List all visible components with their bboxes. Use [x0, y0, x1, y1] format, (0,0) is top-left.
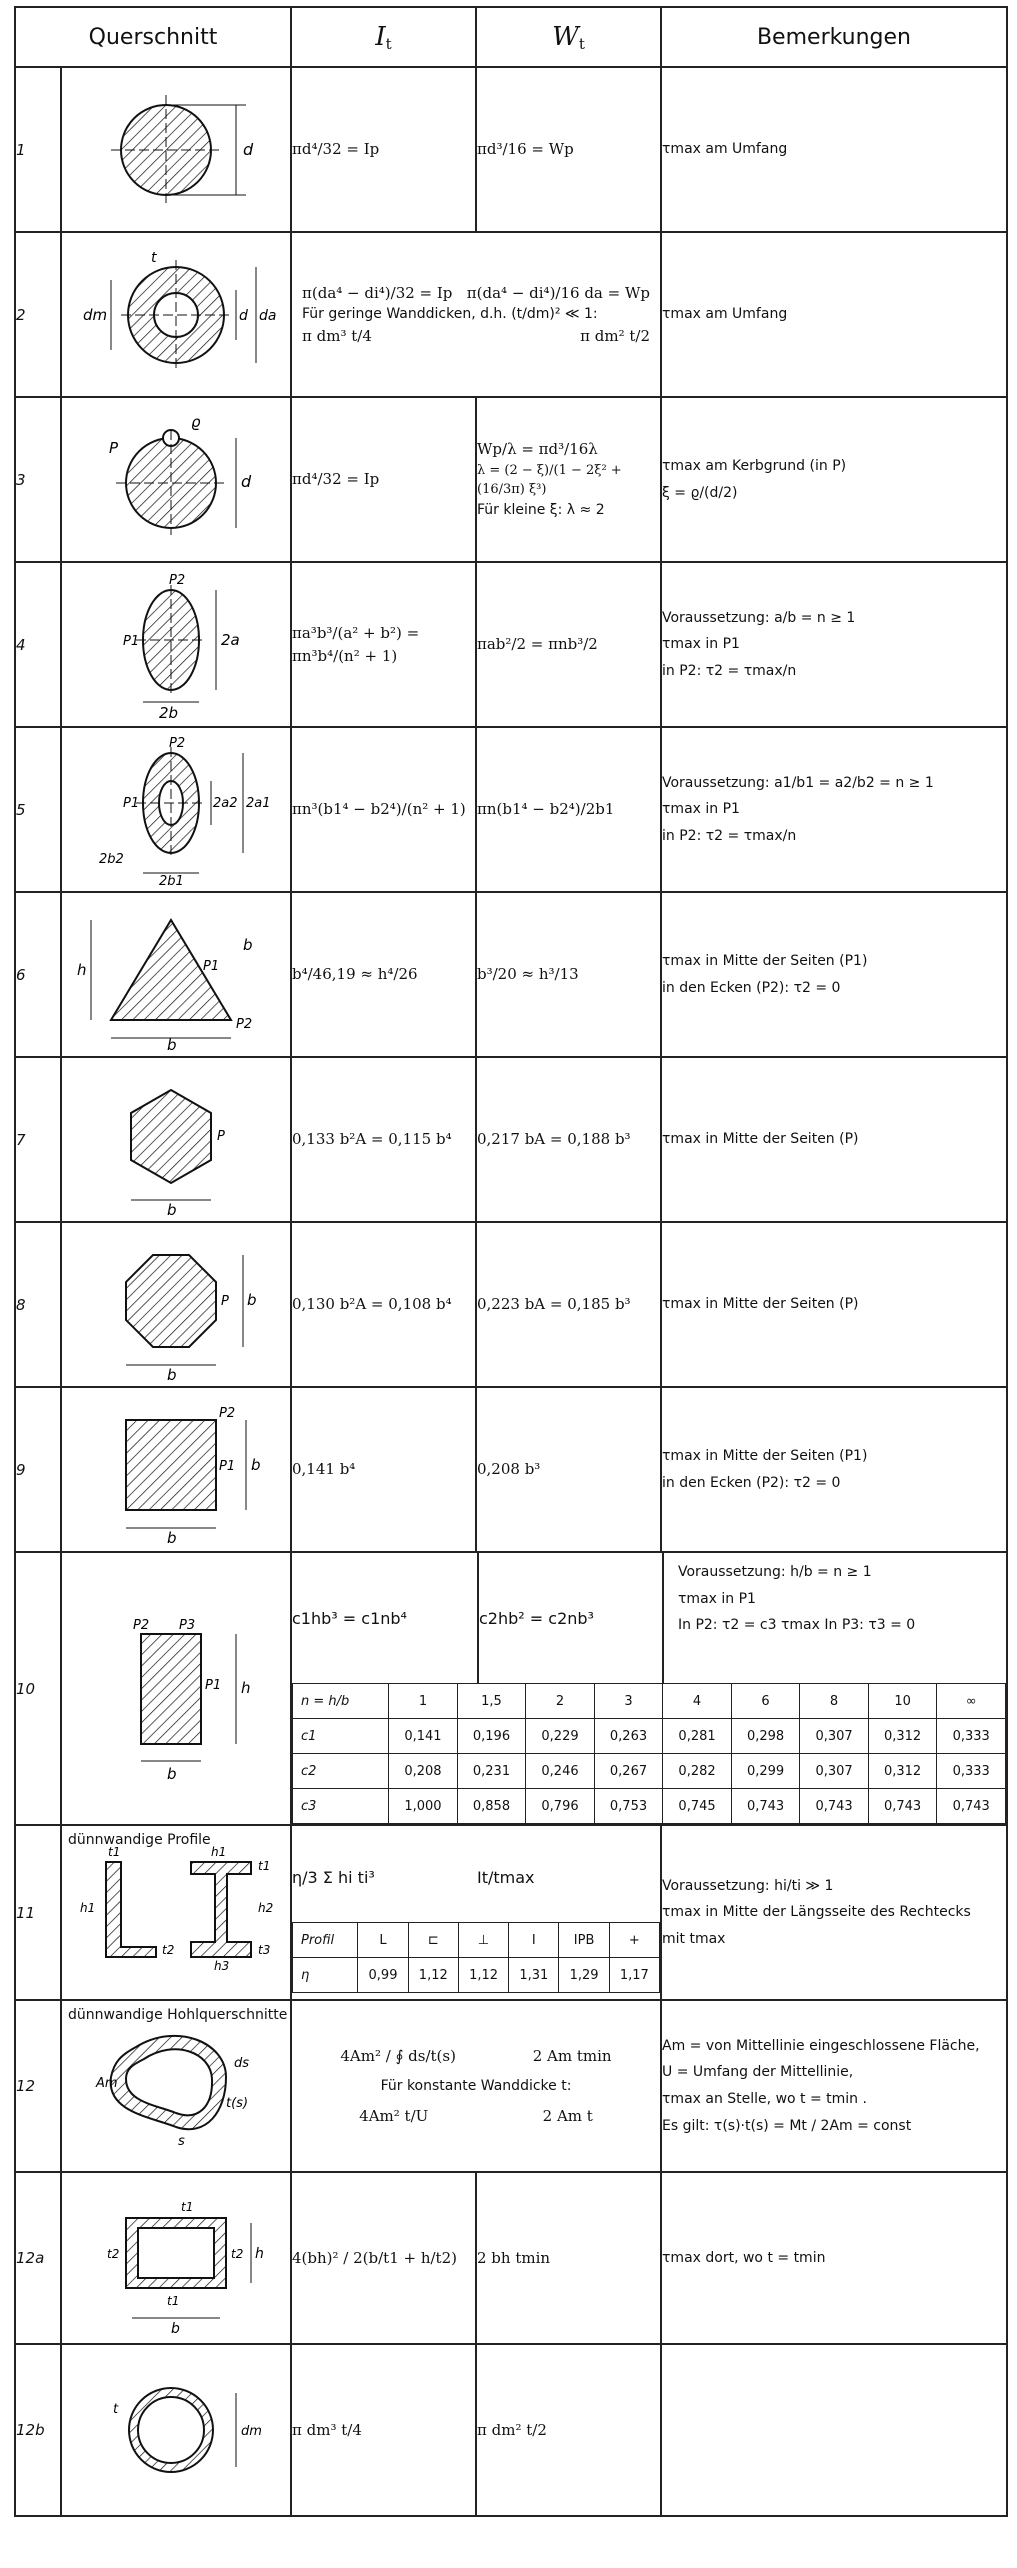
remark-line: in P2: τ2 = τmax/n — [662, 662, 797, 679]
dim-t: t — [113, 2402, 119, 2417]
formula-wt: πd³/16 = Wp — [476, 67, 661, 232]
remark-line: Voraussetzung: h/b = n ≥ 1 — [678, 1564, 872, 1580]
formula-lambda: λ = (2 − ξ)/(1 − 2ξ² + (16/3π) ξ³) — [477, 462, 622, 498]
remark — [661, 397, 1007, 562]
label-P2: P2 — [219, 1405, 236, 1421]
coef-c2-cell: 0,282 — [663, 1754, 732, 1789]
eta-table — [292, 1922, 660, 1993]
formula-wt: 0,217 bA = 0,188 b³ — [476, 1057, 661, 1222]
remark — [661, 1387, 1007, 1552]
dim-2a1: 2a1 — [246, 795, 271, 811]
figure-hollow-rect — [61, 2172, 291, 2344]
header-wt: $W_t$ — [476, 7, 661, 67]
profil-cell: I — [509, 1923, 559, 1958]
formula-it: 0,133 b²A = 0,115 b⁴ — [291, 1057, 476, 1222]
figure-octagon — [61, 1222, 291, 1387]
coef-c1-cell: 0,229 — [526, 1719, 595, 1754]
coef-c1-cell: 0,141 — [389, 1719, 458, 1754]
profil-cell: IPB — [559, 1923, 609, 1958]
dim-2a2: 2a2 — [213, 795, 238, 811]
formula-lambda-small: Für kleine ξ: λ ≈ 2 — [477, 501, 605, 518]
dim-2a: 2a — [221, 630, 240, 649]
thin-wall-note: Für geringe Wanddicken, d.h. (t/dm)² ≪ 1: — [302, 306, 598, 322]
label-ts: t(s) — [226, 2096, 249, 2111]
row-number: 12 — [15, 2000, 61, 2172]
dim-b: b — [167, 1528, 177, 1545]
coef-c2-cell: 0,246 — [526, 1754, 595, 1789]
figure-notched-circle — [61, 397, 291, 562]
row-4 — [15, 562, 1007, 727]
row-3 — [15, 397, 1007, 562]
header-section: Querschnitt — [15, 7, 291, 67]
profil-cell: ⊥ — [458, 1923, 508, 1958]
coef-header-cell: 8 — [800, 1684, 869, 1719]
formula-it: η/3 Σ hi ti³ — [292, 1867, 375, 1887]
coef-c2-label: c2 — [293, 1754, 389, 1789]
formula-block — [291, 2000, 661, 2172]
coef-c1-cell: 0,263 — [594, 1719, 663, 1754]
dim-b: b — [167, 1764, 177, 1783]
coef-c2-cell: 0,267 — [594, 1754, 663, 1789]
dim-t1-b: t1 — [167, 2294, 180, 2308]
remark — [661, 2000, 1007, 2172]
torsion-table-sheet — [14, 6, 1006, 2517]
section-label: dünnwandige Profile — [68, 1832, 211, 1848]
formula-it: π(da⁴ − di⁴)/32 = Ip — [302, 283, 453, 302]
torsion-table — [14, 6, 1008, 2517]
dim-t2-b: t2 — [231, 2247, 244, 2261]
remark-line: τmax in Mitte der Seiten (P1) — [662, 952, 868, 969]
remark — [661, 892, 1007, 1057]
label-P2: P2 — [133, 1617, 150, 1633]
figure-triangle — [61, 892, 291, 1057]
remark-line: in den Ecken (P2): τ2 = 0 — [662, 1474, 841, 1491]
remark-line: in den Ecken (P2): τ2 = 0 — [662, 979, 841, 996]
coef-c3-cell: 1,000 — [389, 1789, 458, 1824]
eta-cell: 0,99 — [358, 1958, 408, 1993]
remark-line: τmax in Mitte der Seiten (P1) — [662, 1447, 868, 1464]
dim-b-vert: b — [247, 1290, 257, 1309]
profil-label: Profil — [293, 1923, 358, 1958]
formula-it: 4Am² / ∮ ds/t(s) — [340, 2047, 456, 2065]
formula-wt: b³/20 ≈ h³/13 — [476, 892, 661, 1057]
row10-content — [291, 1552, 1007, 1825]
coef-c1-cell: 0,333 — [937, 1719, 1006, 1754]
dim-h3: h3 — [214, 1959, 230, 1972]
remark — [662, 1553, 1006, 1683]
formula-it: πn³(b1⁴ − b2⁴)/(n² + 1) — [291, 727, 476, 892]
formula-wt: 2 bh tmin — [476, 2172, 661, 2344]
formula-wt: 2 Am tmin — [532, 2047, 612, 2065]
eta-cell: 1,29 — [559, 1958, 609, 1993]
remark-line: mit tmax — [662, 1930, 726, 1947]
row11-formulas — [292, 1832, 660, 1922]
remark-line: ξ = ϱ/(d/2) — [662, 484, 738, 501]
profil-row — [293, 1923, 660, 1958]
formula-wt-block — [476, 397, 661, 562]
label-P: P — [109, 438, 119, 457]
formula-it: πa³b³/(a² + b²) = πn³b⁴/(n² + 1) — [291, 562, 476, 727]
remark-empty — [661, 2344, 1007, 2516]
remark-line: τmax in P1 — [678, 1590, 756, 1607]
row-6 — [15, 892, 1007, 1057]
formula-it: 4(bh)² / 2(b/t1 + h/t2) — [291, 2172, 476, 2344]
formula-wt: Wp/λ = πd³/16λ — [477, 440, 598, 459]
coef-c1-cell: 0,298 — [731, 1719, 800, 1754]
formula-wt-thin: π dm² t/2 — [580, 327, 650, 345]
row-5 — [15, 727, 1007, 892]
coef-c1-label: c1 — [293, 1719, 389, 1754]
square-shape — [126, 1420, 216, 1510]
dim-b: b — [171, 2321, 180, 2333]
coef-header-cell: 6 — [731, 1684, 800, 1719]
label-ds: ds — [234, 2056, 250, 2071]
remark-line: Am = von Mittellinie eingeschlossene Fläche, — [662, 2037, 980, 2054]
row-number: 4 — [15, 562, 61, 727]
formula-it: 0,141 b⁴ — [291, 1387, 476, 1552]
label-P1: P1 — [203, 958, 220, 974]
row-number: 10 — [15, 1552, 61, 1825]
formula-wt: 0,208 b³ — [476, 1387, 661, 1552]
label-P1: P1 — [123, 633, 140, 649]
remark: τmax in Mitte der Seiten (P) — [661, 1222, 1007, 1387]
profil-cell: L — [358, 1923, 408, 1958]
dim-t2: t2 — [162, 1943, 175, 1957]
row-number: 12a — [15, 2172, 61, 2344]
dim-d: d — [243, 139, 254, 159]
dim-h: h — [255, 2246, 264, 2262]
eta-cell: 1,31 — [509, 1958, 559, 1993]
remark — [661, 562, 1007, 727]
coef-row-c1 — [293, 1719, 1006, 1754]
remark-line: Es gilt: τ(s)·t(s) = Mt / 2Am = const — [662, 2117, 912, 2134]
label-P2: P2 — [169, 572, 186, 588]
dim-d: d — [241, 471, 252, 491]
remark-line: U = Umfang der Mittellinie, — [662, 2064, 854, 2081]
row-number: 12b — [15, 2344, 61, 2516]
row-12 — [15, 2000, 1007, 2172]
dim-h1-b: h1 — [211, 1845, 227, 1859]
row-7 — [15, 1057, 1007, 1222]
figure-thin-tube — [61, 2344, 291, 2516]
formula-it: πd⁴/32 = Ip — [291, 397, 476, 562]
coef-header-cell: ∞ — [937, 1684, 1006, 1719]
row-number: 9 — [15, 1387, 61, 1552]
formula-it-thin: π dm³ t/4 — [302, 327, 372, 345]
coef-c2-cell: 0,312 — [868, 1754, 937, 1789]
coef-c3-cell: 0,858 — [457, 1789, 526, 1824]
label-P1: P1 — [123, 795, 140, 811]
remark-line: Voraussetzung: hi/ti ≫ 1 — [662, 1877, 834, 1894]
formula-it: 0,130 b²A = 0,108 b⁴ — [291, 1222, 476, 1387]
remark-line: τmax an Stelle, wo t = tmin . — [662, 2091, 867, 2107]
dim-2b2: 2b2 — [99, 851, 124, 867]
row-2 — [15, 232, 1007, 397]
remark-line: Voraussetzung: a/b = n ≥ 1 — [662, 609, 856, 626]
coef-header-cell: 1,5 — [457, 1684, 526, 1719]
remark — [661, 727, 1007, 892]
row-number: 7 — [15, 1057, 61, 1222]
label-rho: ϱ — [191, 412, 201, 431]
figure-rectangle — [61, 1552, 291, 1825]
header-row — [15, 7, 1007, 67]
coef-c3-cell: 0,743 — [731, 1789, 800, 1824]
coefficient-table — [292, 1683, 1006, 1824]
eta-label: η — [293, 1958, 358, 1993]
coef-c2-cell: 0,307 — [800, 1754, 869, 1789]
dim-h: h — [77, 960, 87, 979]
eta-cell: 1,17 — [609, 1958, 659, 1993]
figure-tube — [61, 232, 291, 397]
remark — [661, 1825, 1007, 2000]
label-P1: P1 — [219, 1458, 236, 1474]
row-11 — [15, 1825, 1007, 2000]
dim-h2: h2 — [258, 1901, 274, 1915]
row-8 — [15, 1222, 1007, 1387]
label-s: s — [178, 2134, 185, 2149]
dim-2b1: 2b1 — [159, 873, 184, 885]
row-1 — [15, 67, 1007, 232]
dim-b-side: b — [243, 935, 253, 954]
figure-hexagon — [61, 1057, 291, 1222]
eta-cell: 1,12 — [408, 1958, 458, 1993]
row-number: 2 — [15, 232, 61, 397]
row-9 — [15, 1387, 1007, 1552]
remark-line: τmax in Mitte der Längsseite des Rechtecks — [662, 1904, 971, 1921]
coef-c3-cell: 0,753 — [594, 1789, 663, 1824]
coef-header-cell: 2 — [526, 1684, 595, 1719]
formula-wt: It/tmax — [477, 1867, 535, 1887]
coef-c2-cell: 0,231 — [457, 1754, 526, 1789]
figure-hollow-ellipse — [61, 727, 291, 892]
section-label: dünnwandige Hohlquerschnitte — [68, 2007, 288, 2023]
coef-header-cell: 3 — [594, 1684, 663, 1719]
hollow-rect-inner — [138, 2228, 214, 2278]
label-P: P — [217, 1128, 225, 1144]
coef-header-label: n = h/b — [293, 1684, 389, 1719]
profil-cell: ⊏ — [408, 1923, 458, 1958]
row-12b — [15, 2344, 1007, 2516]
row10-formulas — [292, 1553, 1006, 1683]
remark: τmax dort, wo t = tmin — [661, 2172, 1007, 2344]
dim-t1: t1 — [181, 2200, 194, 2214]
dim-h1: h1 — [80, 1901, 96, 1915]
formula-wt: c2hb² = c2nb³ — [477, 1553, 662, 1683]
formula-it: πd⁴/32 = Ip — [291, 67, 476, 232]
coef-row-c3 — [293, 1789, 1006, 1824]
thin-tube-inner — [138, 2397, 204, 2463]
coef-c2-cell: 0,299 — [731, 1754, 800, 1789]
coef-c1-cell: 0,312 — [868, 1719, 937, 1754]
row-number: 8 — [15, 1222, 61, 1387]
remark-line: Voraussetzung: a1/b1 = a2/b2 = n ≥ 1 — [662, 774, 934, 791]
remark: τmax am Umfang — [661, 67, 1007, 232]
label-P1: P1 — [205, 1677, 222, 1693]
remark-line: τmax in P1 — [662, 636, 740, 653]
dim-b: b — [167, 1035, 177, 1050]
figure-ellipse — [61, 562, 291, 727]
dim-2b: 2b — [159, 703, 179, 720]
coef-c3-cell: 0,745 — [663, 1789, 732, 1824]
dim-di: d — [239, 307, 248, 324]
formula-it: b⁴/46,19 ≈ h⁴/26 — [291, 892, 476, 1057]
profil-cell: + — [609, 1923, 659, 1958]
dim-dm: dm — [241, 2424, 262, 2439]
coef-header-cell: 10 — [868, 1684, 937, 1719]
row-10 — [15, 1552, 1007, 1825]
dim-h: h — [241, 1678, 251, 1697]
formula-wt: π dm² t/2 — [476, 2344, 661, 2516]
dim-b: b — [167, 1200, 177, 1215]
remark: τmax am Umfang — [661, 232, 1007, 397]
coef-c2-cell: 0,208 — [389, 1754, 458, 1789]
figure-thin-profiles — [61, 1825, 291, 2000]
constant-wall-note: Für konstante Wanddicke t: — [380, 2077, 572, 2094]
coef-c3-label: c3 — [293, 1789, 389, 1824]
coef-c3-cell: 0,743 — [937, 1789, 1006, 1824]
coef-c3-cell: 0,743 — [800, 1789, 869, 1824]
dim-b: b — [167, 1365, 177, 1380]
eta-row — [293, 1958, 660, 1993]
formula-it-const: 4Am² t/U — [359, 2106, 429, 2125]
label-P2: P2 — [169, 735, 186, 751]
formula-block — [291, 232, 661, 397]
coef-c3-cell: 0,796 — [526, 1789, 595, 1824]
dim-t: t — [151, 249, 157, 266]
coef-c1-cell: 0,281 — [663, 1719, 732, 1754]
remark-line: τmax in P1 — [662, 801, 740, 818]
dim-dm: dm — [83, 305, 108, 324]
formula-wt-const: 2 Am t — [542, 2106, 593, 2125]
dim-t1: t1 — [108, 1845, 121, 1859]
formula-wt: π(da⁴ − di⁴)/16 da = Wp — [466, 283, 650, 302]
figure-circle — [61, 67, 291, 232]
row-12a — [15, 2172, 1007, 2344]
label-P: P — [221, 1293, 229, 1309]
dim-t3: t3 — [258, 1943, 271, 1957]
coef-header-cell: 4 — [663, 1684, 732, 1719]
rectangle-shape — [141, 1634, 201, 1744]
dim-b-vert: b — [251, 1455, 261, 1474]
remark-line: τmax am Kerbgrund (in P) — [662, 457, 847, 474]
dim-t2: t2 — [107, 2247, 120, 2261]
figure-hollow-section — [61, 2000, 291, 2172]
i-profile-shape — [191, 1862, 251, 1957]
header-remarks: Bemerkungen — [661, 7, 1007, 67]
l-profile-shape — [106, 1862, 156, 1957]
row-number: 6 — [15, 892, 61, 1057]
coef-header-row — [293, 1684, 1006, 1719]
coef-header-cell: 1 — [389, 1684, 458, 1719]
octagon-shape — [126, 1255, 216, 1347]
coef-c1-cell: 0,196 — [457, 1719, 526, 1754]
formula-wt: πab²/2 = πnb³/2 — [476, 562, 661, 727]
row-number: 1 — [15, 67, 61, 232]
label-P3: P3 — [179, 1617, 196, 1633]
row-number: 3 — [15, 397, 61, 562]
dim-da: da — [259, 307, 277, 324]
remark-line: In P2: τ2 = c3 τmax In P3: τ3 = 0 — [678, 1617, 916, 1634]
dim-t1-b: t1 — [258, 1859, 271, 1873]
label-Am: Am — [96, 2076, 118, 2091]
formula-it: c1hb³ = c1nb⁴ — [292, 1608, 407, 1628]
figure-square — [61, 1387, 291, 1552]
coef-c1-cell: 0,307 — [800, 1719, 869, 1754]
row-number: 5 — [15, 727, 61, 892]
formula-wt: 0,223 bA = 0,185 b³ — [476, 1222, 661, 1387]
remark: τmax in Mitte der Seiten (P) — [661, 1057, 1007, 1222]
formula-wt: πn(b1⁴ − b2⁴)/2b1 — [476, 727, 661, 892]
formula-it: π dm³ t/4 — [291, 2344, 476, 2516]
eta-cell: 1,12 — [458, 1958, 508, 1993]
label-P2: P2 — [236, 1016, 253, 1032]
remark-line: in P2: τ2 = τmax/n — [662, 827, 797, 844]
hexagon-shape — [131, 1090, 211, 1183]
header-it: $I_t$ — [291, 7, 476, 67]
coef-c2-cell: 0,333 — [937, 1754, 1006, 1789]
row-number: 11 — [15, 1825, 61, 2000]
row11-content — [291, 1825, 661, 2000]
coef-row-c2 — [293, 1754, 1006, 1789]
coef-c3-cell: 0,743 — [868, 1789, 937, 1824]
